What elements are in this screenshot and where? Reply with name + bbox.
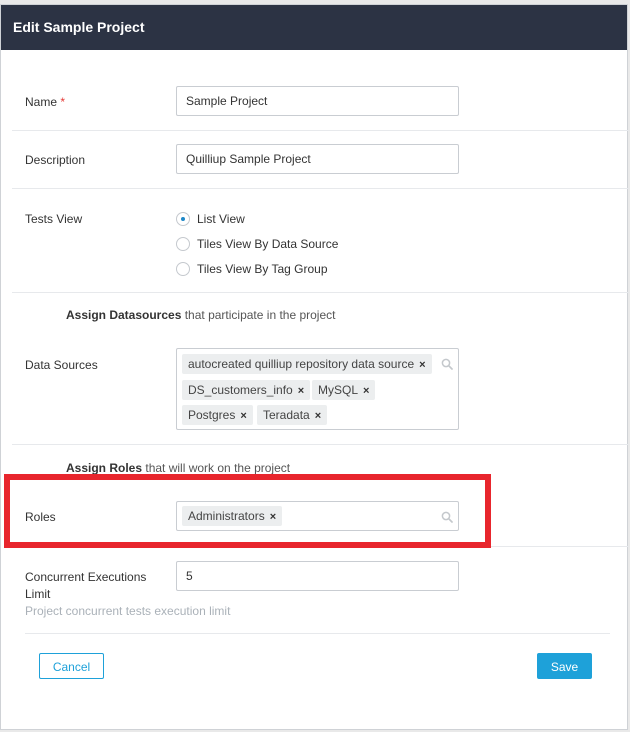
chip-datasource: DS_customers_info × [182,380,310,400]
roles-label: Roles [25,510,56,524]
radio-label: Tiles View By Tag Group [197,262,328,276]
radio-button[interactable] [176,237,190,251]
data-sources-label: Data Sources [25,358,98,372]
roles-section-title: Assign Roles that will work on the project [66,461,291,475]
radio-button-checked[interactable] [176,212,190,226]
chip-datasource: autocreated quilliup repository data source × [182,354,432,374]
description-input[interactable] [176,144,459,174]
remove-icon[interactable]: × [314,410,322,422]
name-input[interactable] [176,86,459,116]
search-icon [441,358,453,370]
chip-datasource: MySQL × [312,380,375,400]
required-mark: * [60,95,66,109]
radio-tiles-by-data-source[interactable] [176,234,338,254]
dialog-title: Edit Sample Project [1,5,627,50]
divider [12,292,629,293]
tests-view-label: Tests View [25,212,83,226]
remove-icon[interactable]: × [363,385,370,397]
data-sources-select[interactable] [176,348,459,430]
concurrent-limit-input[interactable] [176,561,459,591]
divider [12,444,629,445]
remove-icon[interactable]: × [419,359,426,371]
radio-list-view[interactable] [176,209,245,229]
divider [12,188,629,189]
concurrent-limit-label: Concurrent Executions Limit [25,570,147,601]
datasources-section-title: Assign Datasources that participate in the project [66,308,336,322]
remove-icon[interactable]: × [269,511,277,523]
remove-icon[interactable]: × [240,410,247,422]
radio-button[interactable] [176,262,190,276]
cancel-button[interactable]: Cancel [39,653,104,679]
chip-role: Administrators × [182,506,282,526]
concurrent-limit-helper: Project concurrent tests execution limit [25,604,231,618]
save-button[interactable]: Save [537,653,592,679]
divider [12,130,629,131]
description-label: Description [25,153,86,167]
radio-label: List View [197,212,245,226]
highlight-box [4,474,491,548]
chip-datasource: Teradata × [257,405,327,425]
chip-datasource: Postgres × [182,405,253,425]
radio-tiles-by-tag-group[interactable] [176,259,328,279]
name-label: Name * [25,95,66,109]
remove-icon[interactable]: × [297,385,305,397]
divider [25,633,610,634]
radio-label: Tiles View By Data Source [197,237,339,251]
